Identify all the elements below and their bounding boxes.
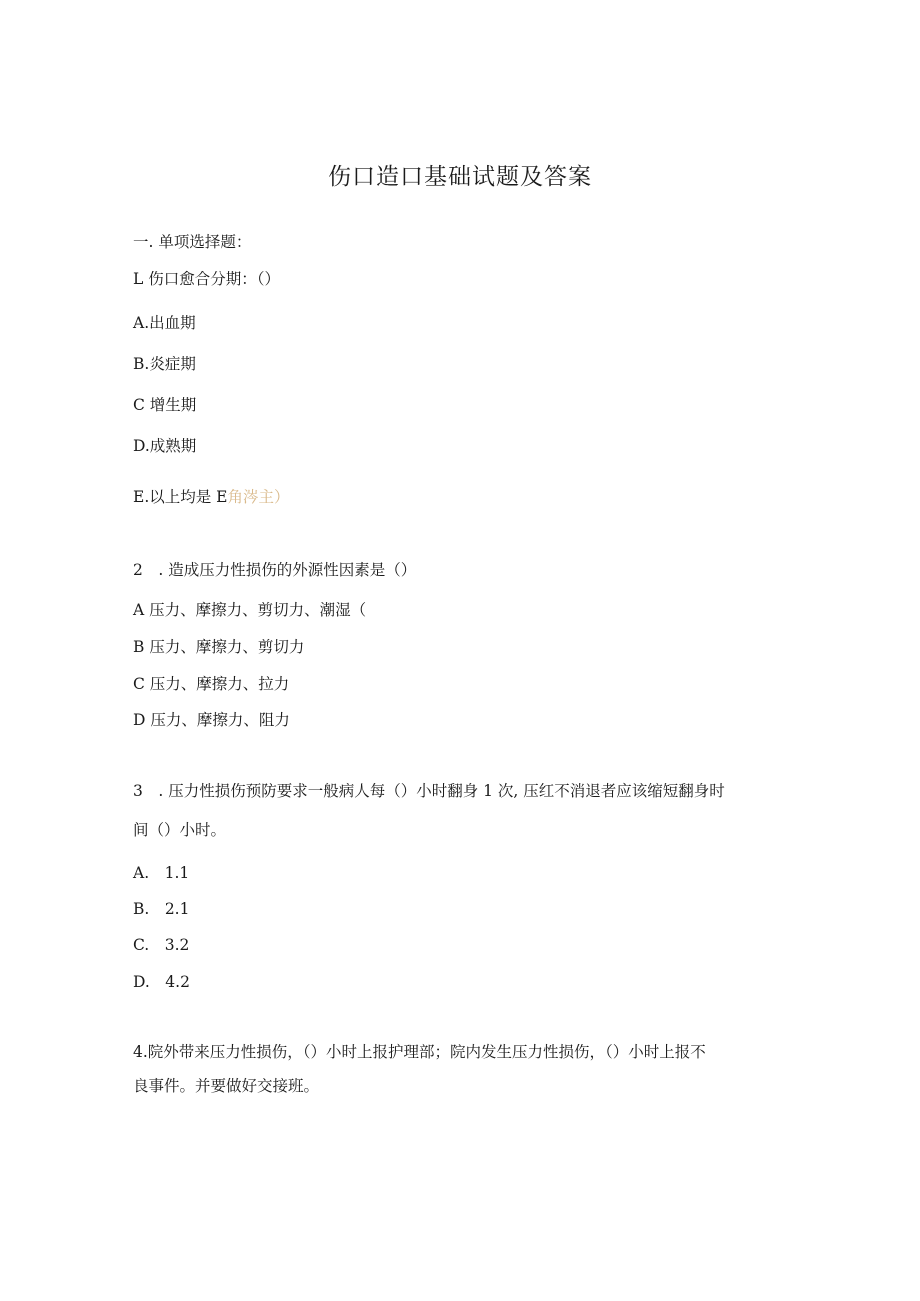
question-2-stem: 2 . 造成压力性损伤的外源性因素是（） bbox=[133, 561, 417, 579]
question-1-option-c: C 增生期 bbox=[133, 396, 197, 414]
question-1-option-e-faint: 角涔主） bbox=[227, 488, 290, 506]
question-3-option-a: A. 1.1 bbox=[133, 864, 190, 882]
question-2-option-c: C 压力、摩擦力、拉力 bbox=[133, 675, 290, 693]
question-1-option-b: B.炎症期 bbox=[133, 355, 196, 373]
question-3-option-d: D. 4.2 bbox=[133, 973, 190, 991]
question-4-stem-line-1: 4.院外带来压力性损伤，（）小时上报护理部；院内发生压力性损伤，（）小时上报不 bbox=[133, 1043, 706, 1061]
question-1-option-d: D.成熟期 bbox=[133, 437, 197, 455]
question-3-stem-line-2: 间（）小时。 bbox=[133, 821, 227, 839]
question-3-option-c: C. 3.2 bbox=[133, 936, 190, 954]
question-2-option-d: D 压力、摩擦力、阻力 bbox=[133, 711, 290, 729]
question-2-option-a: A 压力、摩擦力、剪切力、潮湿（ bbox=[133, 601, 367, 619]
question-3-option-b: B. 2.1 bbox=[133, 900, 190, 918]
question-1-option-e-text: E.以上均是 E bbox=[133, 488, 228, 506]
question-1-option-a: A.出血期 bbox=[133, 314, 196, 332]
question-1-stem: L 伤口愈合分期：（） bbox=[133, 270, 280, 288]
question-3-stem-line-1: 3 . 压力性损伤预防要求一般病人每（）小时翻身 1 次, 压红不消退者应该缩短翻身时 bbox=[133, 782, 725, 800]
question-2-option-b: B 压力、摩擦力、剪切力 bbox=[133, 638, 305, 656]
section-heading: 一. 单项选择题： bbox=[133, 233, 252, 251]
document-title: 伤口造口基础试题及答案 bbox=[328, 164, 592, 190]
question-1-option-e bbox=[133, 485, 290, 507]
question-4-stem-line-2: 良事件。并要做好交接班。 bbox=[133, 1077, 320, 1095]
